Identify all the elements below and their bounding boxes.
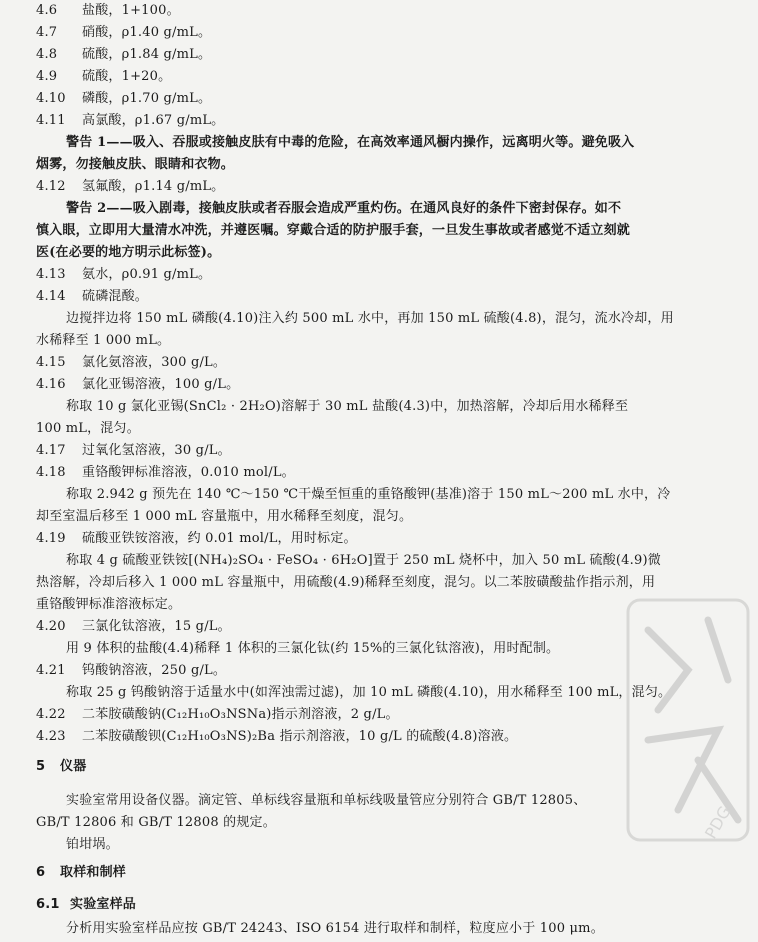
item-text: 钨酸钠溶液，250 g/L。 [82, 663, 227, 678]
paragraph-5-line-1: 实验室常用设备仪器。滴定管、单标线容量瓶和单标线吸量管应分别符合 GB/T 12805、 [66, 793, 587, 808]
watermark-seal [618, 590, 758, 850]
item-number: 4.18 [36, 465, 66, 480]
item-text: 硫酸亚铁铵溶液，约 0.01 mol/L，用时标定。 [82, 531, 357, 546]
paragraph-4-14-line-1: 边搅拌边将 150 mL 磷酸(4.10)注入约 500 mL 水中，再加 150 mL 硫酸(4.8)，混匀，流水冷却，用 [66, 311, 674, 326]
item-number: 4.21 [36, 663, 66, 678]
paragraph-6-1: 分析用实验室样品应按 GB/T 24243、ISO 6154 进行取样和制样，粒度应小于 100 μm。 [66, 921, 604, 936]
paragraph-4-21: 称取 25 g 钨酸钠溶于适量水中(如浑浊需过滤)，加 10 mL 磷酸(4.10)，用水稀释至 100 mL，混匀。 [66, 685, 672, 700]
item-text: 三氯化钛溶液，15 g/L。 [82, 619, 231, 634]
item-text: 二苯胺磺酸钡(C₁₂H₁₀O₃NS)₂Ba 指示剂溶液，10 g/L 的硫酸(4.8)溶液。 [82, 729, 518, 744]
paragraph-4-16-line-2: 100 mL，混匀。 [36, 421, 140, 436]
item-text: 硫磷混酸。 [82, 289, 149, 304]
item-number: 4.22 [36, 707, 66, 722]
warning-1-line-1: 警告 1——吸入、吞服或接触皮肤有中毒的危险，在高效率通风橱内操作，远离明火等。避免吸入 [66, 135, 635, 150]
item-number: 4.12 [36, 179, 66, 194]
item-number: 4.7 [36, 25, 58, 40]
paragraph-4-14-line-2: 水稀释至 1 000 mL。 [36, 333, 171, 348]
item-text: 氨水，ρ0.91 g/mL。 [82, 267, 212, 282]
section-title: 实验室样品 [70, 897, 137, 912]
item-4-19 [36, 530, 698, 548]
section-5-heading [36, 758, 698, 776]
paragraph-4-20: 用 9 体积的盐酸(4.4)稀释 1 体积的三氯化钛(约 15%的三氯化钛溶液)，用时配制。 [66, 641, 560, 656]
item-number: 4.11 [36, 113, 66, 128]
item-text: 盐酸，1+100。 [82, 3, 180, 18]
item-4-13 [36, 266, 698, 284]
item-number: 4.19 [36, 531, 66, 546]
section-number: 6 [36, 865, 46, 880]
item-text: 二苯胺磺酸钠(C₁₂H₁₀O₃NSNa)指示剂溶液，2 g/L。 [82, 707, 399, 722]
item-text: 重铬酸钾标准溶液，0.010 mol/L。 [82, 465, 295, 480]
item-4-11 [36, 112, 698, 130]
item-number: 4.10 [36, 91, 66, 106]
item-4-20 [36, 618, 698, 636]
item-text: 高氯酸，ρ1.67 g/mL。 [82, 113, 225, 128]
section-number: 6.1 [36, 897, 60, 912]
paragraph-5-line-3: 铂坩埚。 [66, 837, 119, 852]
section-6-1-heading [36, 896, 698, 914]
warning-2-line-1: 警告 2——吸入剧毒，接触皮肤或者吞服会造成严重灼伤。在通风良好的条件下密封保存。如不 [66, 201, 622, 216]
section-title: 取样和制样 [60, 865, 127, 880]
item-number: 4.16 [36, 377, 66, 392]
item-text: 硫酸，ρ1.84 g/mL。 [82, 47, 212, 62]
item-number: 4.14 [36, 289, 66, 304]
item-text: 磷酸，ρ1.70 g/mL。 [82, 91, 212, 106]
section-title: 仪器 [60, 759, 87, 774]
paragraph-4-18-line-1: 称取 2.942 g 预先在 140 ℃～150 ℃干燥至恒重的重铬酸钾(基准)溶于 150 mL～200 mL 水中，冷 [66, 487, 671, 502]
section-6-heading [36, 864, 698, 882]
item-number: 4.17 [36, 443, 66, 458]
item-text: 氯化氨溶液，300 g/L。 [82, 355, 227, 370]
item-4-12 [36, 178, 698, 196]
warning-1-line-2: 烟雾，勿接触皮肤、眼睛和衣物。 [36, 157, 235, 172]
item-text: 硝酸，ρ1.40 g/mL。 [82, 25, 212, 40]
warning-2-line-2: 慎入眼，立即用大量清水冲洗，并遵医嘱。穿戴合适的防护服手套，一旦发生事故或者感觉不适立刻就 [36, 223, 631, 238]
warning-2-line-3: 医(在必要的地方明示此标签)。 [36, 245, 221, 260]
item-4-8 [36, 46, 698, 64]
item-4-14 [36, 288, 698, 306]
item-number: 4.8 [36, 47, 58, 62]
item-4-23 [36, 728, 698, 746]
item-4-7 [36, 24, 698, 42]
item-number: 4.20 [36, 619, 66, 634]
item-4-10 [36, 90, 698, 108]
item-number: 4.9 [36, 69, 58, 84]
item-number: 4.6 [36, 3, 58, 18]
section-number: 5 [36, 759, 46, 774]
paragraph-4-19-line-1: 称取 4 g 硫酸亚铁铵[(NH₄)₂SO₄ · FeSO₄ · 6H₂O]置于 250 mL 烧杯中，加入 50 mL 硫酸(4.9)微 [66, 553, 661, 568]
watermark-label: PDG [701, 802, 735, 842]
paragraph-5-line-2: GB/T 12806 和 GB/T 12808 的规定。 [36, 815, 276, 830]
paragraph-4-19-line-2: 热溶解，冷却后移入 1 000 mL 容量瓶中，用硫酸(4.9)稀释至刻度，混匀。以二苯胺磺酸盐作指示剂，用 [36, 575, 656, 590]
item-4-9 [36, 68, 698, 86]
paragraph-4-19-line-3: 重铬酸钾标准溶液标定。 [36, 597, 182, 612]
item-number: 4.15 [36, 355, 66, 370]
item-text: 氯化亚锡溶液，100 g/L。 [82, 377, 240, 392]
item-4-15 [36, 354, 698, 372]
item-4-22 [36, 706, 698, 724]
item-4-6 [36, 2, 698, 20]
item-4-17 [36, 442, 698, 460]
item-text: 硫酸，1+20。 [82, 69, 172, 84]
item-text: 过氧化氢溶液，30 g/L。 [82, 443, 231, 458]
item-text: 氢氟酸，ρ1.14 g/mL。 [82, 179, 225, 194]
item-number: 4.23 [36, 729, 66, 744]
item-4-18 [36, 464, 698, 482]
paragraph-4-18-line-2: 却至室温后移至 1 000 mL 容量瓶中，用水稀释至刻度，混匀。 [36, 509, 413, 524]
paragraph-4-16-line-1: 称取 10 g 氯化亚锡(SnCl₂ · 2H₂O)溶解于 30 mL 盐酸(4.3)中，加热溶解，冷却后用水稀释至 [66, 399, 629, 414]
item-number: 4.13 [36, 267, 66, 282]
item-4-21 [36, 662, 698, 680]
item-4-16 [36, 376, 698, 394]
